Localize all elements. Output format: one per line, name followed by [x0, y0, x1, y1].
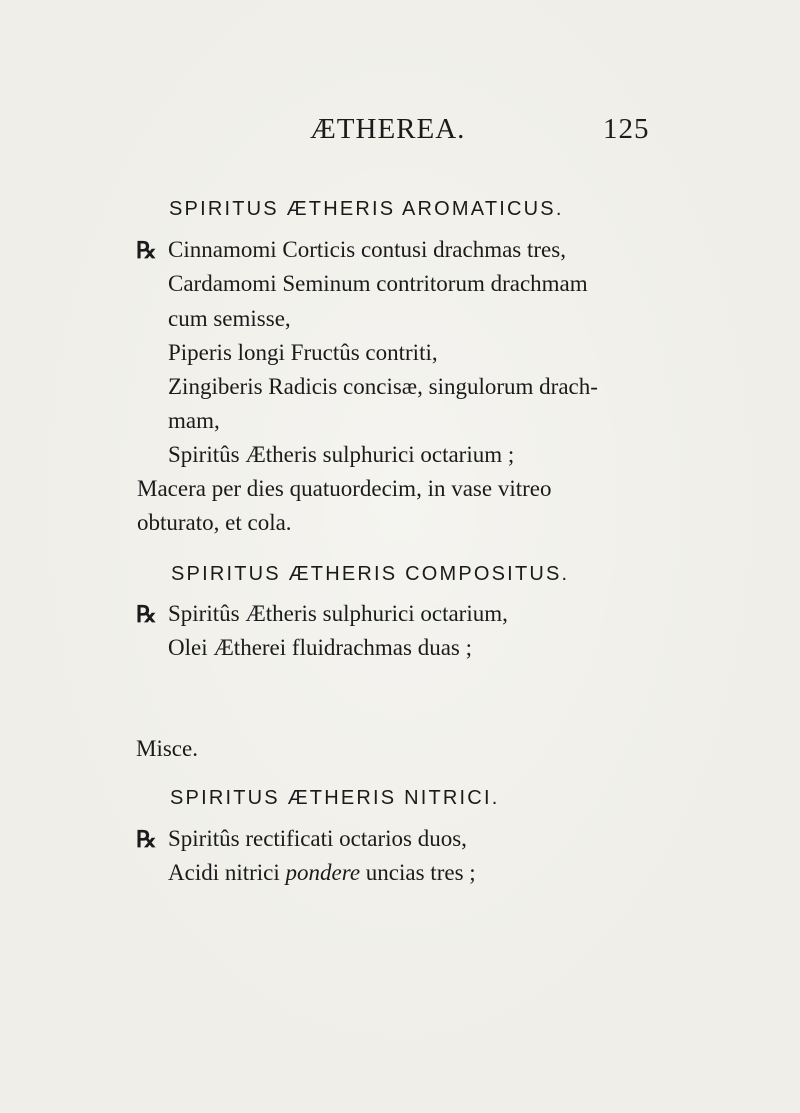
ingredient-line: Cinnamomi Corticis contusi drachmas tres, [168, 237, 566, 262]
ingredient-line: Zingiberis Radicis concisæ, singulorum drach- [168, 374, 598, 399]
instruction-line: Macera per dies quatuordecim, in vase vitreo [137, 476, 552, 501]
recipe-symbol: ℞ [136, 238, 157, 263]
section-heading: SPIRITUS ÆTHERIS COMPOSITUS. [171, 563, 570, 585]
ingredient-line: Spiritûs Ætheris sulphurici octarium ; [168, 442, 515, 467]
section-heading: SPIRITUS ÆTHERIS NITRICI. [170, 787, 500, 809]
page-number: 125 [603, 113, 650, 145]
instruction-line: obturato, et cola. [137, 510, 292, 535]
recipe-symbol: ℞ [136, 827, 157, 852]
section-heading: SPIRITUS ÆTHERIS AROMATICUS. [169, 198, 564, 220]
ingredient-line: Spiritûs Ætheris sulphurici octarium, [168, 601, 508, 626]
ingredient-text: uncias tres ; [360, 860, 476, 885]
ingredient-line: mam, [168, 408, 220, 433]
ingredient-line [168, 859, 476, 887]
ingredient-line: Spiritûs rectificati octarios duos, [168, 826, 467, 851]
recipe-symbol: ℞ [136, 602, 157, 627]
instruction-line: Misce. [136, 736, 198, 761]
ingredient-line: Piperis longi Fructûs contriti, [168, 340, 438, 365]
ingredient-text: Acidi nitrici [168, 860, 286, 885]
ingredient-italic-text: pondere [285, 860, 361, 885]
running-head: ÆTHEREA. [310, 113, 466, 145]
ingredient-line: Cardamomi Seminum contritorum drachmam [168, 271, 588, 296]
ingredient-line: cum semisse, [168, 306, 291, 331]
ingredient-line: Olei Ætherei fluidrachmas duas ; [168, 635, 473, 660]
